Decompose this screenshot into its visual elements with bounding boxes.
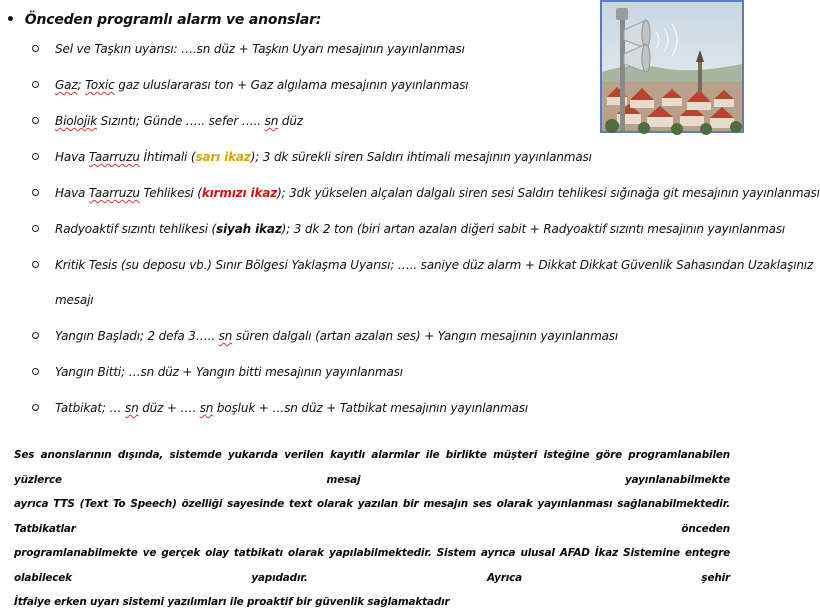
alarm-text-segment: kırmızı ikaz — [201, 186, 278, 200]
alarm-text-segment: düz + …. — [138, 401, 200, 415]
circle-bullet-icon — [32, 153, 39, 160]
alarm-text-segment: Taarruzu — [88, 150, 140, 164]
alarm-list-item — [30, 184, 820, 202]
paragraph-line: programlanabilmekte ve gerçek olay tatbikatı olarak yapılabilmektedir. Sistem ayrıca ulusal AFAD İkaz Sistemine entegre olabilecek yapıdadır. Ayrıca şehir — [14, 547, 730, 584]
alarm-text-segment: Taarruzu — [88, 186, 140, 200]
alarm-text-segment: süren dalgalı (artan azalan ses) + Yangın mesajının yayınlanması — [232, 329, 619, 343]
alarm-text-segment: gaz uluslararası ton + Gaz algılama mesajının yayınlanması — [114, 78, 469, 92]
circle-bullet-icon — [32, 261, 39, 268]
alarm-text-segment: boşluk + …sn düz + Tatbikat mesajının yayınlanması — [213, 401, 529, 415]
alarm-text-segment: ; — [77, 78, 86, 92]
alarm-text-segment: Kritik Tesis (su deposu vb.) Sınır Bölgesi Yaklaşma Uyarısı; ….. saniye düz alarm + Dikkat Dikkat Güvenlik Sahasından Uzaklaşınız — [55, 258, 814, 272]
circle-bullet-icon — [32, 117, 39, 124]
alarm-list-item — [30, 363, 730, 381]
section-heading-text: Önceden programlı alarm ve anonslar: — [24, 12, 322, 28]
alarm-text-segment: Radyoaktif sızıntı tehlikesi ( — [55, 222, 217, 236]
alarm-text-segment: Toxic — [85, 78, 115, 92]
alarm-text-segment: ); 3 dk sürekli siren Saldırı ihtimali mesajının yayınlanması — [250, 150, 592, 164]
alarm-list-item — [30, 148, 730, 166]
alarm-text-segment: Sel ve Taşkın uyarısı: ….sn düz + Taşkın Uyarı mesajının yayınlanması — [55, 42, 465, 56]
alarm-list-item — [30, 327, 730, 345]
alarm-text-segment: sn — [199, 401, 214, 415]
alarm-text-segment: düz — [278, 114, 303, 128]
circle-bullet-icon — [32, 332, 39, 339]
alarm-text-segment: Gaz — [55, 78, 78, 92]
alarm-list-item — [30, 256, 814, 274]
alarm-list-item-continuation: mesajı — [55, 293, 94, 307]
alarm-text-segment: Yangın Bitti; …sn düz + Yangın bitti mesajının yayınlanması — [55, 365, 403, 379]
alarm-text-segment: siyah ikaz — [216, 222, 282, 236]
alarm-list-item — [30, 220, 786, 238]
circle-bullet-icon — [32, 189, 39, 196]
alarm-text-segment: Tehlikesi ( — [139, 186, 202, 200]
alarm-text-segment: sn — [218, 329, 233, 343]
alarm-text-segment: Tatbikat; … — [55, 401, 125, 415]
paragraph-line: İtfaiye erken uyarı sistemi yazılımları ile proaktif bir güvenlik sağlamaktadır — [14, 596, 450, 608]
alarm-text-segment: Hava — [55, 150, 89, 164]
paragraph-line: Ses anonslarının dışında, sistemde yukarıda verilen kayıtlı alarmlar ile birlikte müşteri isteğine göre programlanabilen yüzlerce mesaj yayınlanabilmekte — [14, 449, 730, 486]
circle-bullet-icon — [32, 81, 39, 88]
paragraph-line: ayrıca TTS (Text To Speech) özelliği sayesinde text olarak yazılan bir mesajın ses olarak yayınlanması sağlanabilmektedir. Tatbikatlar önceden — [14, 498, 730, 535]
section-heading — [6, 12, 321, 28]
alarm-text-segment: Hava — [55, 186, 89, 200]
alarm-text-segment: sarı ikaz — [195, 150, 251, 164]
circle-bullet-icon — [32, 368, 39, 375]
alarm-list-item — [30, 399, 730, 417]
siren-photo-illustration — [602, 2, 742, 131]
alarm-text-segment: sn — [264, 114, 279, 128]
circle-bullet-icon — [32, 225, 39, 232]
bullet-icon: • — [6, 12, 15, 28]
alarm-text-segment: ); 3 dk 2 ton (biri artan azalan diğeri sabit + Radyoaktif sızıntı mesajının yayınlanması — [281, 222, 786, 236]
circle-bullet-icon — [32, 45, 39, 52]
alarm-text-segment: Sızıntı; Günde ….. sefer ….. — [97, 114, 265, 128]
alarm-text-segment: ); 3dk yükselen alçalan dalgalı siren sesi Saldırı tehlikesi sığınağa git mesajının yayınlanması — [277, 186, 820, 200]
alarm-text-segment: sn — [124, 401, 139, 415]
alarm-text-segment: İhtimali ( — [139, 150, 196, 164]
description-paragraph — [14, 443, 730, 615]
circle-bullet-icon — [32, 404, 39, 411]
alarm-text-segment: Yangın Başladı; 2 defa 3….. — [55, 329, 219, 343]
alarm-text-segment: Biolojik — [55, 114, 98, 128]
siren-city-photo — [600, 0, 744, 133]
